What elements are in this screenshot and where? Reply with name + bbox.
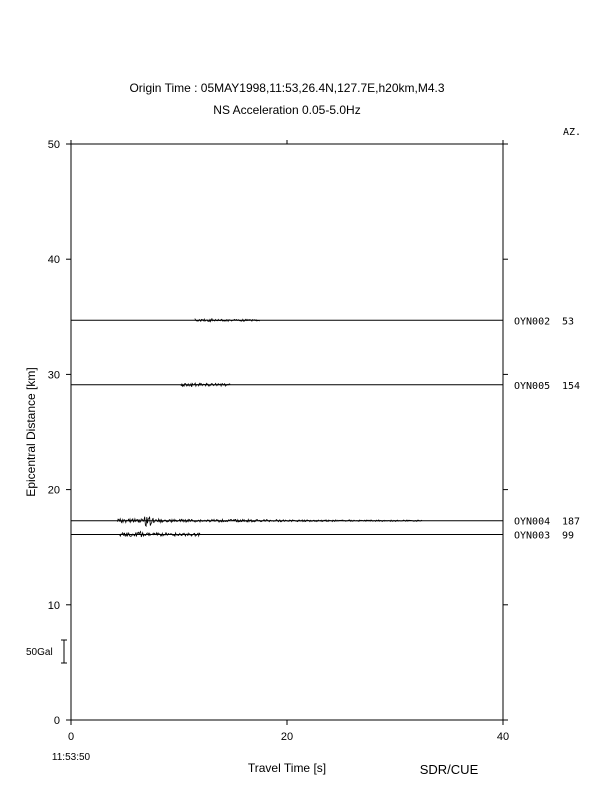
- y-axis: [48, 139, 508, 727]
- start-time-label: 11:53:50: [51, 752, 91, 763]
- y-tick-label: 50: [47, 139, 60, 151]
- azimuth-value: 53: [562, 316, 575, 328]
- x-tick-label: 20: [280, 731, 294, 743]
- y-tick-label: 40: [47, 254, 60, 267]
- x-axis-label: Travel Time [s]: [247, 761, 327, 775]
- y-axis-label: Epicentral Distance [km]: [24, 367, 38, 497]
- azimuth-value: 99: [562, 530, 575, 542]
- amplitude-scale-bar: [26, 640, 67, 663]
- y-tick-label: 30: [47, 369, 60, 382]
- station-label: OYN002: [514, 316, 551, 328]
- chart-title: Origin Time : 05MAY1998,11:53,26.4N,127.7E,h20km,M4.3: [129, 81, 445, 95]
- trace-waveform: [181, 383, 230, 387]
- station-label: OYN005: [514, 380, 551, 392]
- station-label: OYN004: [514, 516, 551, 528]
- y-tick-label: 0: [53, 715, 60, 727]
- credit-label: SDR/CUE: [419, 762, 479, 777]
- scale-bar-label: 50Gal: [26, 647, 53, 658]
- azimuth-header: AZ.: [563, 127, 582, 138]
- trace-group: [71, 316, 580, 541]
- x-tick-label: 40: [496, 731, 510, 743]
- azimuth-value: 187: [562, 516, 581, 528]
- chart-subtitle: NS Acceleration 0.05-5.0Hz: [213, 103, 361, 117]
- plot-frame: [71, 144, 503, 720]
- station-label: OYN003: [514, 530, 551, 542]
- x-axis: [68, 140, 509, 743]
- y-tick-label: 10: [47, 599, 60, 612]
- y-tick-label: 20: [47, 484, 60, 497]
- x-tick-label: 0: [67, 731, 75, 743]
- trace-waveform: [117, 517, 422, 527]
- azimuth-value: 154: [562, 380, 581, 392]
